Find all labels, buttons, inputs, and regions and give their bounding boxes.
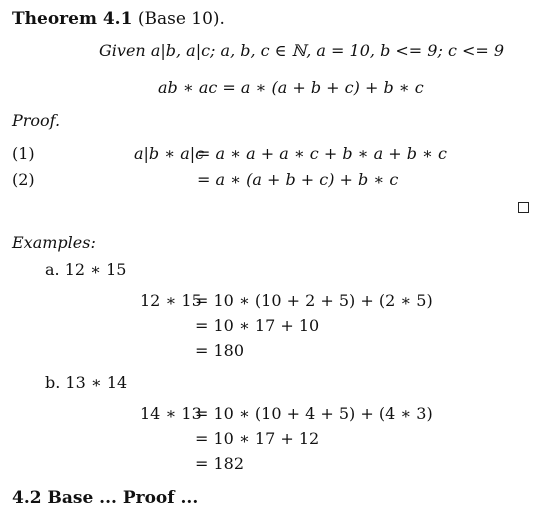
- theorem-given: [99, 41, 504, 60]
- example-item-b: [45, 373, 127, 392]
- given-expression: a|b, a|c; a, b, c ∈ ℕ, a = 10, b <= 9; c <= 9: [150, 41, 505, 60]
- example-a-line-2: = 10 ∗ 17 + 10: [195, 316, 320, 335]
- example-a-line-3: = 180: [195, 341, 245, 360]
- example-b-line-3: = 182: [195, 454, 245, 473]
- theorem-note: (Base 10).: [137, 9, 225, 29]
- example-b-line-1: = 10 ∗ (10 + 4 + 5) + (4 ∗ 3): [195, 404, 433, 423]
- example-marker: b.: [45, 373, 61, 392]
- given-word: Given: [99, 41, 146, 60]
- examples-label: Examples:: [12, 233, 96, 252]
- proof-label: Proof.: [12, 111, 61, 130]
- proof-eq-lhs-1: a|b ∗ a|c: [134, 144, 205, 163]
- example-marker: a.: [45, 260, 60, 279]
- qed-box-icon: [518, 202, 529, 213]
- proof-eq-rhs-2: = a ∗ (a + b + c) + b ∗ c: [197, 170, 399, 189]
- theorem-heading: [12, 9, 225, 29]
- example-a-lhs: 12 ∗ 15: [140, 291, 202, 310]
- example-b-lhs: 14 ∗ 13: [140, 404, 202, 423]
- example-item-a: [45, 260, 126, 279]
- proof-eq-number-2: (2): [12, 170, 35, 189]
- theorem-label: Theorem 4.1: [12, 9, 133, 29]
- example-title: 12 ∗ 15: [64, 260, 127, 279]
- example-a-line-1: = 10 ∗ (10 + 2 + 5) + (2 ∗ 5): [195, 291, 433, 310]
- theorem-statement: ab ∗ ac = a ∗ (a + b + c) + b ∗ c: [158, 78, 424, 97]
- proof-eq-number-1: (1): [12, 144, 35, 163]
- proof-eq-rhs-1: = a ∗ a + a ∗ c + b ∗ a + b ∗ c: [197, 144, 447, 163]
- next-section-heading: 4.2 Base ... Proof ...: [12, 488, 199, 508]
- example-b-line-2: = 10 ∗ 17 + 12: [195, 429, 320, 448]
- example-title: 13 ∗ 14: [65, 373, 128, 392]
